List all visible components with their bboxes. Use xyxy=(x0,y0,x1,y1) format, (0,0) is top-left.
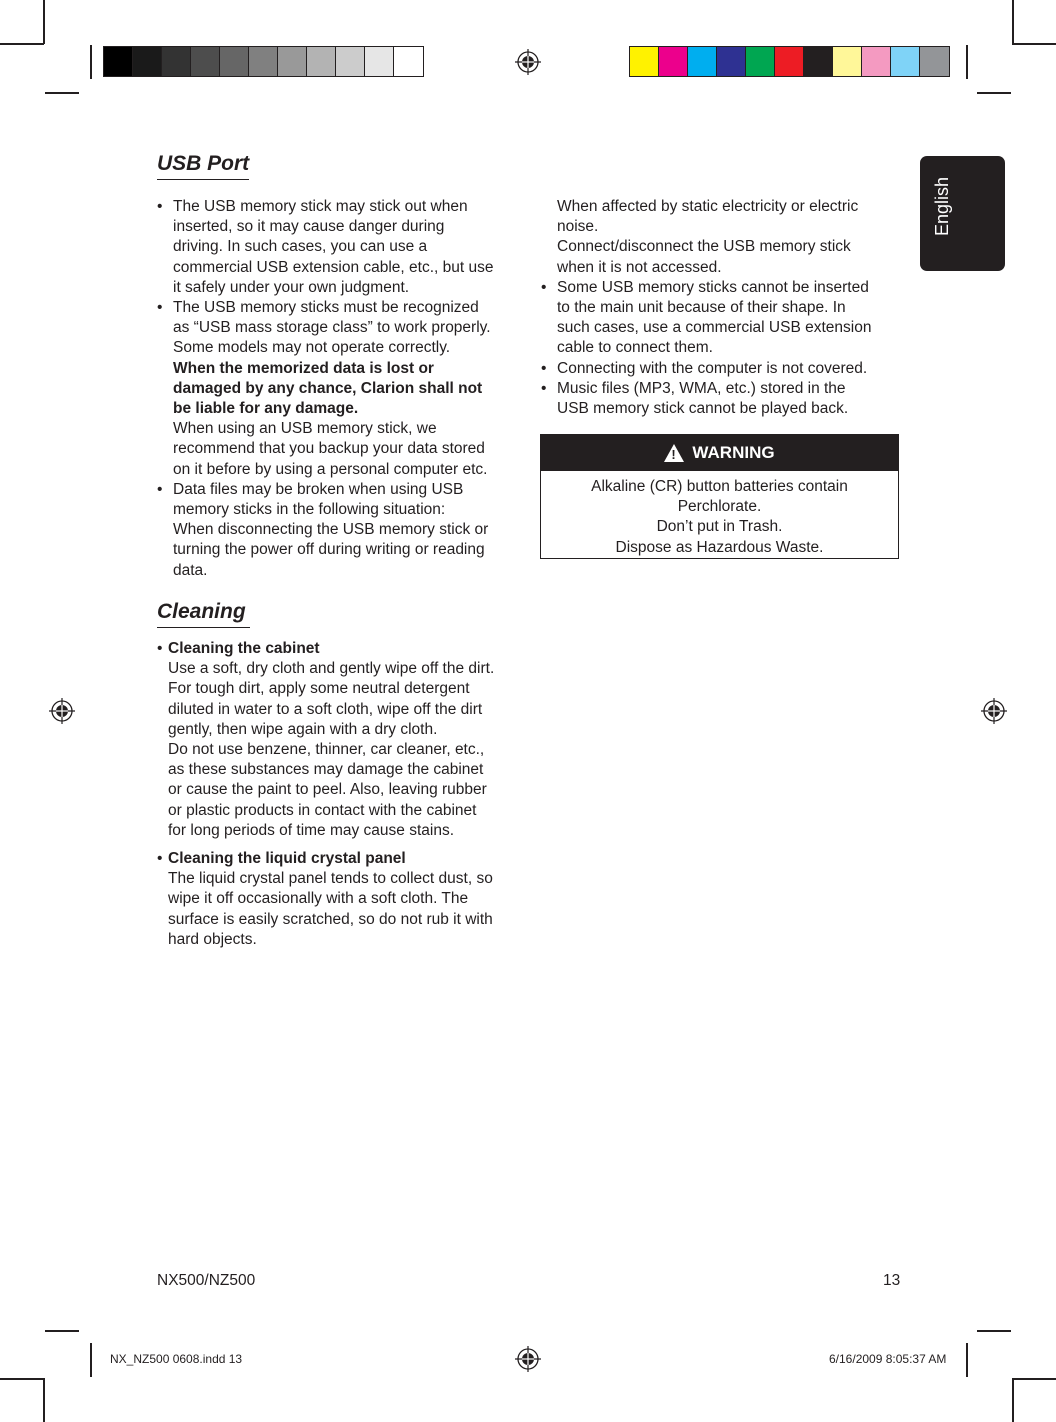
warning-line: Perchlorate. xyxy=(677,498,762,516)
text-line: When using an USB memory stick, we xyxy=(173,420,437,438)
color-swatch xyxy=(717,47,746,76)
text-line: • The USB memory sticks must be recognized xyxy=(173,299,479,317)
crop-mark xyxy=(0,43,44,45)
text-line: When affected by static electricity or electric xyxy=(557,198,859,215)
registration-mark-icon xyxy=(515,49,541,75)
text-line: diluted in water to a soft cloth, wipe off the dirt xyxy=(168,700,483,718)
text-line: driving. In such cases, you can use a xyxy=(173,238,428,256)
cleaning-item-title: • Cleaning the cabinet xyxy=(168,640,320,657)
usb-port-left-column xyxy=(157,197,527,581)
slug-datetime: 6/16/2009 8:05:37 AM xyxy=(829,1352,947,1366)
crop-mark xyxy=(966,1343,968,1377)
color-swatch xyxy=(104,47,133,76)
color-swatch xyxy=(630,47,659,76)
text-line: inserted, so it may cause danger during xyxy=(173,218,445,236)
text-line: as these substances may damage the cabinet xyxy=(168,761,484,779)
cleaning-item xyxy=(157,639,537,841)
text-line: for long periods of time may cause stains. xyxy=(168,821,455,839)
warning-line: Alkaline (CR) button batteries contain xyxy=(591,478,848,495)
page-number: 13 xyxy=(883,1272,901,1289)
text-line: Connect/disconnect the USB memory stick xyxy=(557,238,851,256)
slug-filename: NX_NZ500 0608.indd 13 xyxy=(110,1352,243,1366)
color-swatch xyxy=(833,47,862,76)
text-line: recommend that you backup your data stored xyxy=(173,440,485,458)
warning-line: Dispose as Hazardous Waste. xyxy=(615,538,824,556)
language-tab xyxy=(920,156,1005,271)
usb-bullet xyxy=(541,278,906,359)
registration-mark-icon xyxy=(515,1346,541,1372)
crop-mark xyxy=(43,1378,45,1422)
usb-continued-text xyxy=(541,197,906,278)
color-swatch xyxy=(162,47,191,76)
crop-mark xyxy=(45,92,79,94)
warning-title: WARNING xyxy=(692,443,775,462)
crop-mark xyxy=(1012,43,1056,45)
text-line: commercial USB extension cable, etc., but use xyxy=(173,258,494,276)
warning-header xyxy=(541,435,898,471)
text-line: • Music files (MP3, WMA, etc.) stored in the xyxy=(557,379,846,397)
text-line: memory sticks in the following situation: xyxy=(173,501,446,519)
text-line: it safely under your own judgment. xyxy=(173,278,410,296)
text-line: Some models may not operate correctly. xyxy=(173,339,451,357)
crop-mark xyxy=(966,45,968,79)
text-line: wipe it off occasionally with a soft cloth. The xyxy=(168,890,469,908)
crop-mark xyxy=(0,1378,44,1380)
text-line: as “USB mass storage class” to work properly. xyxy=(173,319,491,337)
crop-mark xyxy=(1012,1378,1014,1422)
liability-notice-line: be liable for any damage. xyxy=(173,400,359,418)
model-name: NX500/NZ500 xyxy=(157,1272,256,1289)
usb-bullet xyxy=(541,379,906,419)
color-swatch xyxy=(278,47,307,76)
text-line: on it before by using a personal computer etc. xyxy=(173,460,488,478)
text-line: Use a soft, dry cloth and gently wipe off the dirt. xyxy=(168,660,495,678)
text-line: turning the power off during writing or reading xyxy=(173,541,485,559)
warning-triangle-icon xyxy=(664,444,684,462)
crop-mark xyxy=(43,0,45,44)
text-line: data. xyxy=(173,561,208,579)
crop-mark xyxy=(90,1343,92,1377)
color-swatch xyxy=(862,47,891,76)
cleaning-item-title: • Cleaning the liquid crystal panel xyxy=(168,850,406,868)
registration-mark-icon xyxy=(49,698,75,724)
text-line: surface is easily scratched, so do not rub it with xyxy=(168,910,493,928)
color-swatch xyxy=(220,47,249,76)
text-line: gently, then wipe again with a dry cloth. xyxy=(168,720,438,738)
usb-bullet xyxy=(157,197,527,298)
text-line: For tough dirt, apply some neutral detergent xyxy=(168,680,470,698)
text-line: or cause the paint to peel. Also, leaving rubber xyxy=(168,781,487,799)
color-swatch xyxy=(688,47,717,76)
color-swatch xyxy=(394,47,423,76)
warning-line: Don’t put in Trash. xyxy=(656,518,783,536)
text-line: • Data files may be broken when using USB xyxy=(173,480,464,498)
text-line: or plastic products in contact with the cabinet xyxy=(168,801,477,819)
usb-port-heading: USB Port xyxy=(157,152,249,180)
text-line: • Connecting with the computer is not covered. xyxy=(557,359,868,377)
crop-mark xyxy=(1012,0,1014,44)
color-swatch xyxy=(920,47,949,76)
color-swatch xyxy=(746,47,775,76)
text-line: • The USB memory stick may stick out when xyxy=(173,198,468,215)
crop-mark xyxy=(1012,1378,1056,1380)
language-tab-label: English xyxy=(932,176,952,236)
text-line: when it is not accessed. xyxy=(557,258,722,276)
text-line: such cases, use a commercial USB extension xyxy=(557,319,872,337)
crop-mark xyxy=(45,1330,79,1332)
usb-bullet xyxy=(157,480,527,581)
color-swatch xyxy=(336,47,365,76)
warning-box xyxy=(540,434,899,559)
liability-notice-line: damaged by any chance, Clarion shall not xyxy=(173,379,483,397)
usb-bullet xyxy=(157,298,527,480)
crop-mark xyxy=(90,45,92,79)
registration-mark-icon xyxy=(981,698,1007,724)
color-swatch xyxy=(307,47,336,76)
crop-mark xyxy=(977,92,1011,94)
color-swatch xyxy=(891,47,920,76)
cleaning-item xyxy=(157,849,537,950)
text-line: The liquid crystal panel tends to collect dust, so xyxy=(168,870,493,888)
color-swatch xyxy=(133,47,162,76)
color-swatch xyxy=(191,47,220,76)
cleaning-column xyxy=(157,639,537,950)
text-line: When disconnecting the USB memory stick or xyxy=(173,521,489,539)
text-line: to the main unit because of their shape. In xyxy=(557,299,846,317)
liability-notice-line: When the memorized data is lost or xyxy=(173,359,434,377)
crop-mark xyxy=(977,1330,1011,1332)
color-swatch xyxy=(775,47,804,76)
color-swatch xyxy=(365,47,394,76)
text-line: noise. xyxy=(557,218,599,236)
cleaning-heading: Cleaning xyxy=(157,600,250,628)
color-swatch xyxy=(249,47,278,76)
warning-body xyxy=(541,471,898,558)
text-line: Do not use benzene, thinner, car cleaner, etc., xyxy=(168,741,485,759)
text-line: • Some USB memory sticks cannot be inserted xyxy=(557,278,869,296)
usb-port-right-column xyxy=(541,197,906,419)
usb-bullet xyxy=(541,359,906,379)
text-line: cable to connect them. xyxy=(557,339,713,357)
text-line: USB memory stick cannot be played back. xyxy=(557,400,849,418)
color-swatch xyxy=(804,47,833,76)
text-line: hard objects. xyxy=(168,930,257,948)
color-swatch xyxy=(659,47,688,76)
